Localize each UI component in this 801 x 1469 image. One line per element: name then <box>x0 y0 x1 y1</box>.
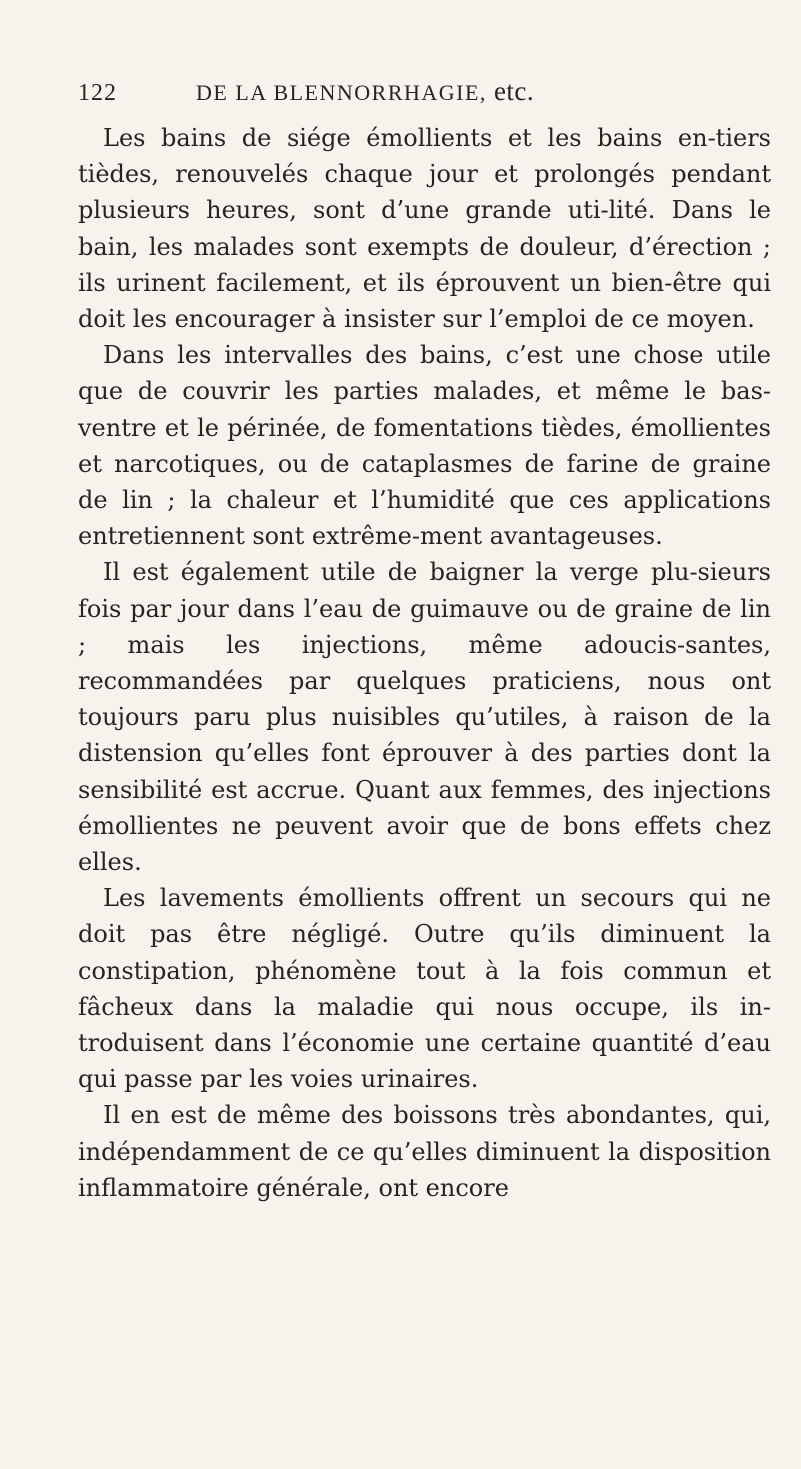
running-head <box>78 76 771 108</box>
paragraph-injections: Il est également utile de baigner la verge plu-sieurs fois par jour dans l’eau de guimauve ou de graine de lin ; mais les injections, même adoucis-santes, recommandées par quelques praticiens, nous ont toujours paru plus nuisibles qu’utiles, à raison de la distension qu’elles font éprouver à des parties dont la sensibilité est accrue. Quant aux femmes, des injections émollientes ne peuvent avoir que de bons effets chez elles. <box>78 558 771 877</box>
paragraph-fomentations: Dans les intervalles des bains, c’est une chose utile que de couvrir les parties malades, et même le bas-ventre et le périnée, de fomentations tièdes, émollientes et narcotiques, ou de cataplasmes de farine de graine de lin ; la chaleur et l’humidité que ces applications entretiennent sont extrême-ment avantageuses. <box>78 341 771 551</box>
running-title <box>196 76 534 107</box>
page-number: 122 <box>78 80 117 106</box>
running-title-text: DE LA BLENNORRHAGIE, <box>196 80 487 105</box>
paragraph-baths: Les bains de siége émollients et les bains en-tiers tièdes, renouvelés chaque jour et prolongés pendant plusieurs heures, sont d’une grande uti-lité. Dans le bain, les malades sont exempts de douleur, d’érection ; ils urinent facilement, et ils éprouvent un bien-être qui doit les encourager à insister sur l’emploi de ce moyen. <box>78 124 771 334</box>
paragraph-lavements: Les lavements émollients offrent un secours qui ne doit pas être négligé. Outre qu’ils diminuent la constipation, phénomène tout à la fois commun et fâcheux dans la maladie qui nous occupe, ils in-troduisent dans l’économie une certaine quantité d’eau qui passe par les voies urinaires. <box>78 884 771 1094</box>
paragraph-boissons: Il en est de même des boissons très abondantes, qui, indépendamment de ce qu’elles diminuent la disposition inflammatoire générale, ont encore <box>78 1101 771 1202</box>
running-title-suffix: etc. <box>493 76 535 106</box>
body-text <box>78 120 771 1206</box>
